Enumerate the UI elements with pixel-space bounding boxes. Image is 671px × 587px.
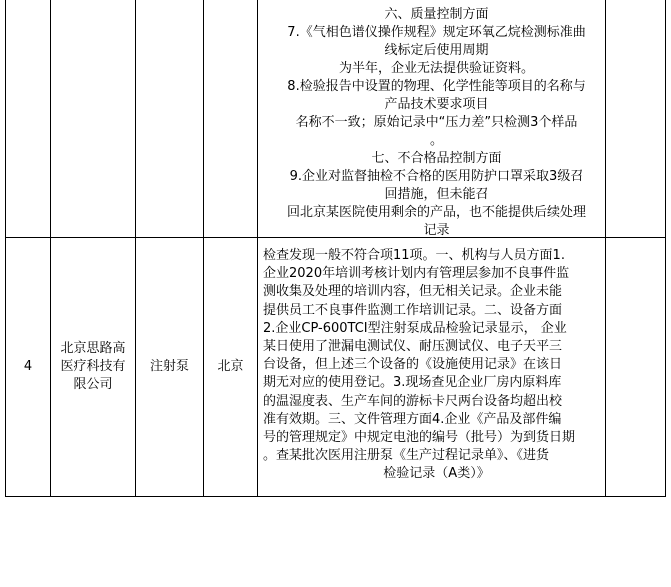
detail-line: 线标定后使用周期 xyxy=(384,43,489,58)
detail-line: 产品技术要求项目 xyxy=(384,97,489,112)
detail-line: 提供员工不良事件监测工作培训记录。二、设备方面 xyxy=(263,302,563,318)
product-name: 注射泵 xyxy=(149,359,189,374)
detail-line: 7.《气相色谱仪操作规程》规定环氧乙烷检测标准曲 xyxy=(287,25,586,40)
company-cell xyxy=(51,238,135,496)
detail-line: 号的管理规定》中规定电池的编号（批号）为到货日期 xyxy=(263,430,576,446)
continued-detail-cell xyxy=(263,0,610,237)
detail-line: 企业2020年培训考核计划内有管理层参加不良事件监 xyxy=(263,266,570,282)
detail-line: 检验记录（A类）》 xyxy=(383,466,490,482)
company-name-line: 限公司 xyxy=(73,377,113,392)
table-bottom-border xyxy=(5,496,666,497)
detail-line: 回北京某医院使用剩余的产品，也不能提供后续处理 xyxy=(286,205,586,220)
column-divider xyxy=(257,0,258,497)
detail-line: 。 xyxy=(429,133,443,148)
detail-line: 9.企业对监督抽检不合格的医用防护口罩采取3级召 xyxy=(289,169,584,184)
detail-line: 台设备，但上述三个设备的《设施使用记录》在该日 xyxy=(263,357,563,373)
continued-detail-text xyxy=(263,6,610,237)
detail-line: 测收集及处理的培训内容，但无相关记录。企业未能 xyxy=(263,284,563,300)
inspection-table xyxy=(5,0,666,497)
detail-line: 8.检验报告中设置的物理、化学性能等项目的名称与 xyxy=(287,79,586,94)
detail-line: 的温湿度表、生产车间的游标卡尺两台设备均超出校 xyxy=(263,393,563,409)
inspection-detail-cell xyxy=(263,247,610,484)
product-cell xyxy=(136,238,203,496)
detail-line: 某日使用了泄漏电测试仪、耐压测试仪、电子天平三 xyxy=(263,339,563,355)
detail-line: 记录 xyxy=(423,223,450,237)
detail-line: 2.企业CP-600TCI型注射泵成品检验记录显示， 企业 xyxy=(263,320,567,336)
detail-line: 名称不一致；原始记录中“压力差”只检测3个样品 xyxy=(295,115,578,130)
table-right-border xyxy=(665,0,666,497)
row-number: 4 xyxy=(23,359,33,374)
detail-line: 七、不合格品控制方面 xyxy=(371,151,502,166)
company-name-line: 北京思路高 xyxy=(60,341,126,356)
detail-line: 。查某批次医用注册泵《生产过程记录单》、《进货 xyxy=(263,448,550,464)
company-name-line: 医疗科技有 xyxy=(60,359,126,374)
region-cell xyxy=(204,238,257,496)
detail-line: 为半年，企业无法提供验证资料。 xyxy=(338,61,534,76)
detail-line: 准有效期。三、文件管理方面4.企业《产品及部件编 xyxy=(263,411,562,427)
detail-line: 检查发现一般不符合项11项。一、机构与人员方面1. xyxy=(263,248,565,263)
region-name: 北京 xyxy=(217,359,244,374)
row-number-cell xyxy=(6,238,50,496)
detail-line: 六、质量控制方面 xyxy=(384,7,489,22)
detail-line: 回措施，但未能召 xyxy=(384,187,489,202)
detail-line: 期无对应的使用登记。3.现场查见企业厂房内原料库 xyxy=(263,375,562,391)
